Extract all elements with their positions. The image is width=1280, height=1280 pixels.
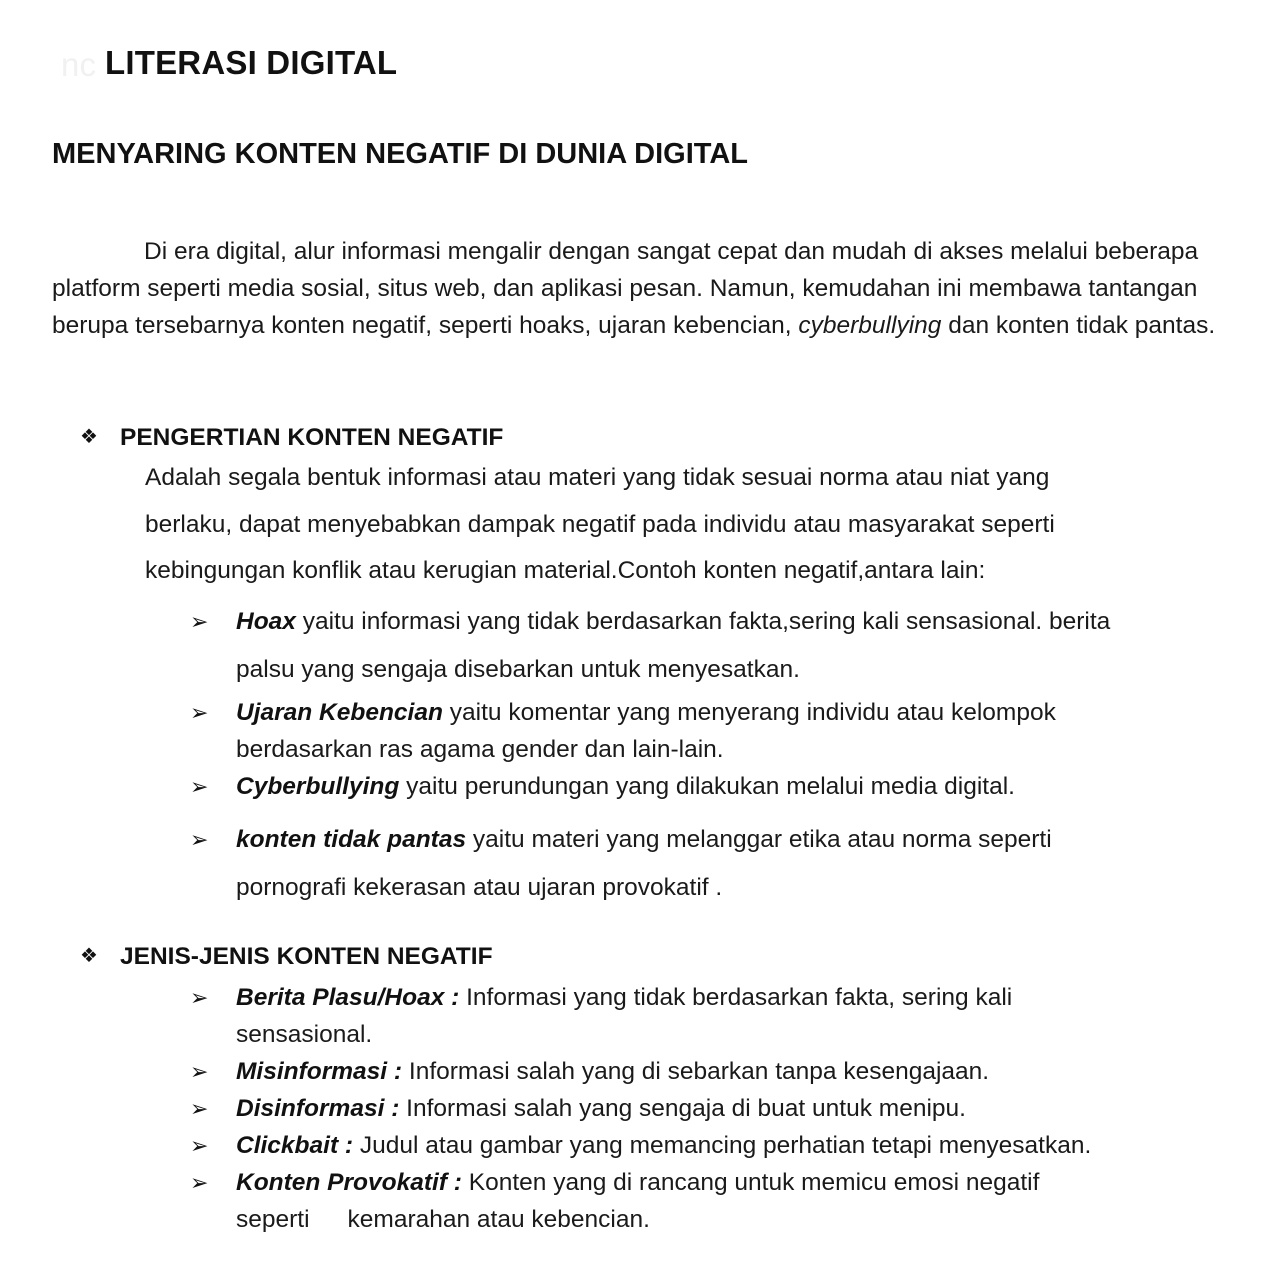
list-item-text: Judul atau gambar yang memancing perhatian tetapi menyesatkan. xyxy=(353,1132,1092,1159)
list-item-text: yaitu informasi yang tidak berdasarkan fakta,sering kali sensasional. berita xyxy=(295,608,1111,635)
intro-italic-term: cyberbullying xyxy=(798,312,942,339)
section-heading-pengertian xyxy=(80,424,503,452)
list-item xyxy=(190,1164,1240,1238)
definition-line: berlaku, dapat menyebabkan dampak negatif pada individu atau masyarakat seperti xyxy=(145,510,1055,538)
diamond-bullet-icon: ❖ xyxy=(80,426,98,448)
list-item-term: Hoax xyxy=(236,608,296,635)
list-item-term: Ujaran Kebencian xyxy=(236,699,443,726)
intro-paragraph xyxy=(52,233,1232,344)
definition-line: kebingungan konflik atau kerugian material.Contoh konten negatif,antara lain: xyxy=(145,557,986,584)
arrow-bullet-icon: ➢ xyxy=(190,774,209,799)
negative-content-examples-list xyxy=(190,598,1240,912)
list-item-text: Informasi yang tidak berdasarkan fakta, sering kali xyxy=(459,984,1013,1011)
arrow-bullet-icon: ➢ xyxy=(190,1170,209,1195)
list-item-text: yaitu materi yang melanggar etika atau norma seperti xyxy=(466,826,1052,853)
list-item-text: yaitu komentar yang menyerang individu atau kelompok xyxy=(442,699,1056,726)
list-item xyxy=(190,1053,1240,1090)
section-heading-text: JENIS-JENIS KONTEN NEGATIF xyxy=(120,943,493,970)
section-heading-jenis xyxy=(80,943,493,971)
list-item xyxy=(190,1127,1240,1164)
list-item-text: seperti xyxy=(236,1206,310,1233)
list-item xyxy=(190,768,1240,805)
list-item xyxy=(190,598,1240,694)
arrow-bullet-icon: ➢ xyxy=(190,827,209,852)
definition-line: Adalah segala bentuk informasi atau materi yang tidak sesuai norma atau niat yang xyxy=(145,464,1050,491)
list-item-text: palsu yang sengaja disebarkan untuk menyesatkan. xyxy=(236,656,800,683)
list-item-text: sensasional. xyxy=(236,1021,373,1048)
list-item-text: Informasi salah yang sengaja di buat untuk menipu. xyxy=(399,1095,966,1122)
arrow-bullet-icon: ➢ xyxy=(190,985,209,1010)
list-item-term: Konten Provokatif : xyxy=(236,1169,462,1196)
list-item xyxy=(190,816,1240,912)
list-item-text: pornografi kekerasan atau ujaran provokatif . xyxy=(236,874,723,901)
list-item-text: yaitu perundungan yang dilakukan melalui media digital. xyxy=(399,773,1015,800)
document-title-text: LITERASI DIGITAL xyxy=(105,44,398,81)
list-item-term: Disinformasi : xyxy=(236,1095,400,1122)
list-item xyxy=(190,979,1240,1053)
arrow-bullet-icon: ➢ xyxy=(190,1059,209,1084)
main-heading: MENYARING KONTEN NEGATIF DI DUNIA DIGITAL xyxy=(52,138,748,170)
intro-tail: dan konten tidak pantas. xyxy=(941,312,1216,339)
arrow-bullet-icon: ➢ xyxy=(190,1096,209,1121)
list-item-text: Konten yang di rancang untuk memicu emosi negatif xyxy=(461,1169,1040,1196)
list-item-term: Cyberbullying xyxy=(236,773,400,800)
list-item-text: Informasi salah yang di sebarkan tanpa kesengajaan. xyxy=(402,1058,990,1085)
negative-content-types-list xyxy=(190,979,1240,1238)
arrow-bullet-icon: ➢ xyxy=(190,1133,209,1158)
list-item-term: Clickbait : xyxy=(236,1132,354,1159)
list-item-term: konten tidak pantas xyxy=(236,826,467,853)
document-title xyxy=(61,44,398,83)
intro-text: beberapa platform seperti media sosial, situs web, dan aplikasi pesan. Namun, kemudahan ini membawa tantangan berupa tersebarnya konten negatif, seperti hoaks, ujaran kebencian, xyxy=(52,238,1199,339)
definition-paragraph xyxy=(145,455,1215,595)
list-item xyxy=(190,1090,1240,1127)
title-ghost-text: nc xyxy=(61,46,97,83)
intro-line-1: Di era digital, alur informasi mengalir dengan sangat cepat dan mudah di akses melalui xyxy=(144,238,1088,265)
section-heading-text: PENGERTIAN KONTEN NEGATIF xyxy=(120,424,504,451)
list-item-term: Misinformasi : xyxy=(236,1058,403,1085)
list-item-text: kemarahan atau kebencian. xyxy=(347,1206,650,1233)
arrow-bullet-icon: ➢ xyxy=(190,700,209,725)
list-item-text: berdasarkan ras agama gender dan lain-lain. xyxy=(236,736,724,763)
list-item-term: Berita Plasu/Hoax : xyxy=(236,984,460,1011)
arrow-bullet-icon: ➢ xyxy=(190,609,209,634)
diamond-bullet-icon: ❖ xyxy=(80,945,98,967)
list-item xyxy=(190,694,1240,768)
